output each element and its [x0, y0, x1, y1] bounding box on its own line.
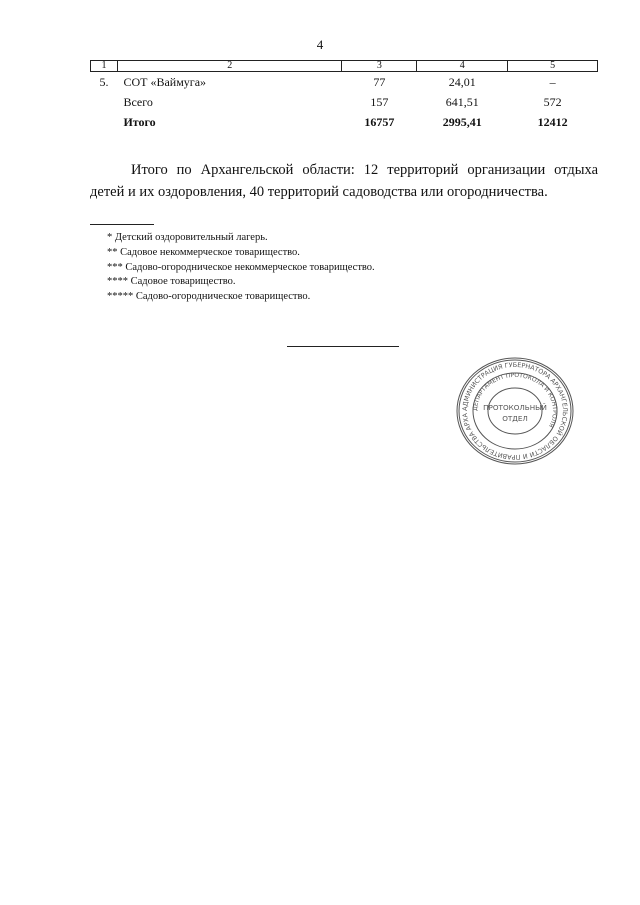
row-value: 12412 — [537, 115, 568, 129]
row-value: 24,01 — [448, 75, 476, 89]
row-number: 5. — [99, 75, 109, 89]
column-header: 5 — [508, 61, 598, 72]
table-row-total — [91, 112, 598, 132]
row-value: 157 — [370, 95, 389, 109]
seal-inner-text: ДЕПАРТАМЕНТ ПРОТОКОЛА И КОНТРОЛЯ — [471, 371, 559, 429]
row-name: Итого — [123, 115, 156, 129]
seal-line-1: ПРОТОКОЛЬНЫЙ — [483, 403, 547, 412]
seal-ring-text: АДМИНИСТРАЦИЯ ГУБЕРНАТОРА АРХАНГЕЛЬСКОЙ ОБЛАСТИ И ПРАВИТЕЛЬСТВА АРХА — [460, 360, 570, 462]
row-number — [91, 92, 118, 112]
column-header: 1 — [91, 61, 118, 72]
footnote: **** Садовое товарищество. — [107, 276, 236, 288]
column-number-row — [91, 61, 598, 72]
seal-graphic — [454, 355, 576, 467]
column-header: 4 — [417, 61, 508, 72]
row-value: 77 — [373, 75, 386, 89]
column-header: 2 — [117, 61, 342, 72]
footnote-divider — [90, 224, 154, 225]
footnote: *** Садово-огородническое некоммерческое товарищество. — [107, 261, 375, 273]
row-value: 641,51 — [445, 95, 479, 109]
row-name: Всего — [123, 95, 153, 109]
footnotes-list — [107, 231, 375, 305]
row-value: 2995,41 — [442, 115, 482, 129]
table-row — [91, 72, 598, 93]
row-number — [91, 112, 118, 132]
table-row-subtotal — [91, 92, 598, 112]
column-header: 3 — [342, 61, 417, 72]
row-value: – — [549, 75, 556, 89]
footnote: ** Садовое некоммерческое товарищество. — [107, 246, 300, 258]
page-number: 4 — [316, 37, 324, 52]
footnote: ***** Садово-огородническое товарищество. — [107, 291, 311, 303]
territories-table — [90, 60, 598, 132]
official-seal-stamp — [454, 355, 576, 467]
footnote: * Детский оздоровительный лагерь. — [107, 232, 268, 243]
end-divider — [287, 346, 399, 347]
row-name: СОТ «Ваймуга» — [123, 75, 207, 89]
row-value: 16757 — [364, 115, 395, 129]
seal-line-2: ОТДЕЛ — [502, 414, 528, 423]
summary-paragraph: Итого по Архангельской области: 12 территорий организации отдыха детей и их оздоровления, 40 территорий садоводства или огородничества. — [90, 162, 598, 200]
row-value: 572 — [543, 95, 562, 109]
